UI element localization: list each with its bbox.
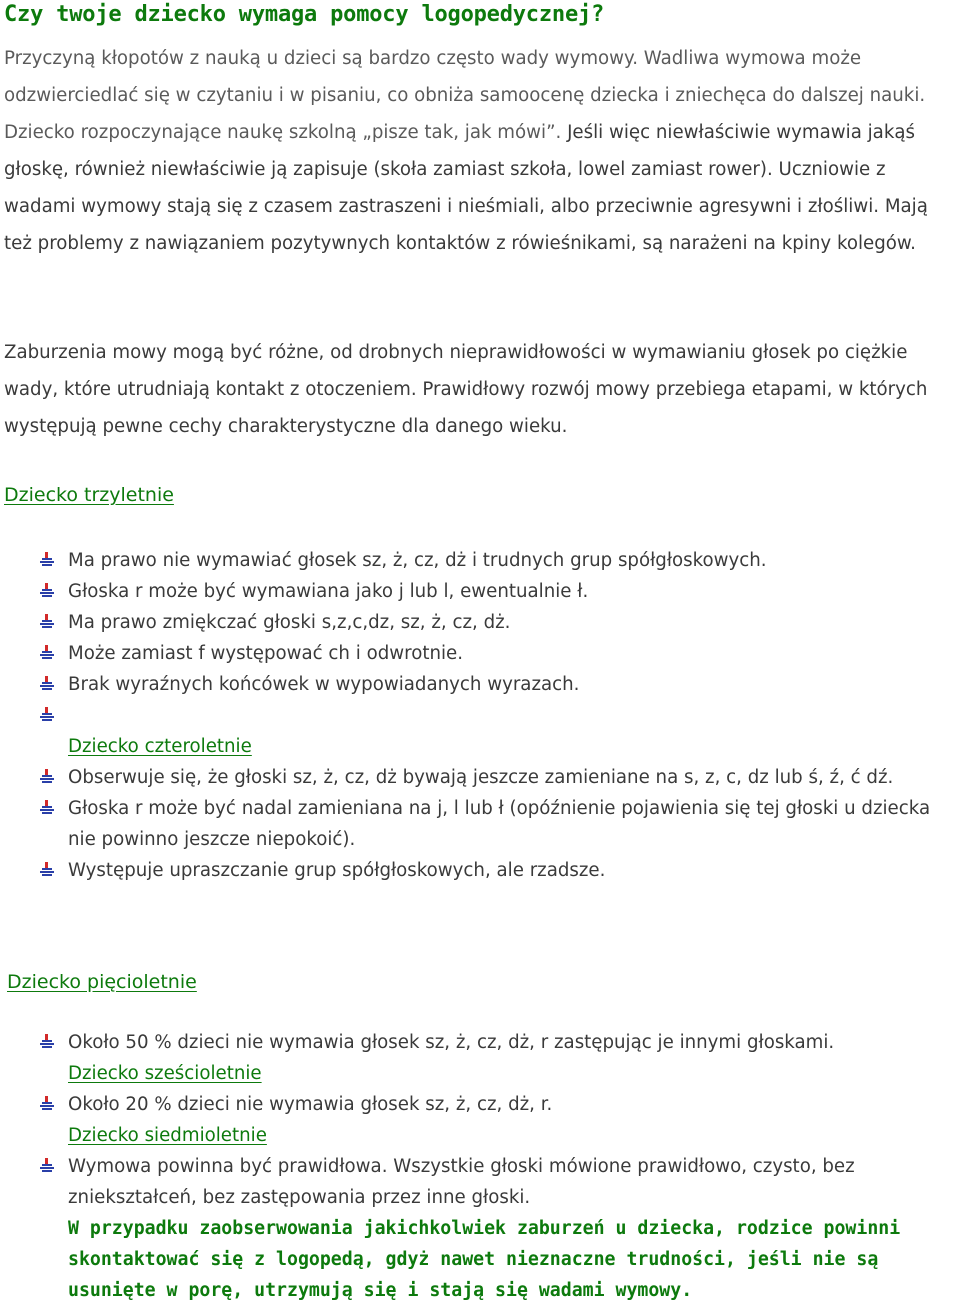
bullet-icon — [40, 583, 54, 599]
subsection-heading — [40, 1120, 958, 1151]
bullet-icon — [40, 645, 54, 661]
bullet-icon — [40, 862, 54, 878]
subsection-heading — [40, 731, 958, 762]
bullet-icon — [40, 800, 54, 816]
subsection-heading — [40, 1058, 958, 1089]
item-text: Głoska r może być nadal zamieniana na j, l lub ł (opóźnienie pojawienia się tej głoski u dziecka nie powinno jeszcze niepokoić). — [68, 798, 931, 850]
intro-paragraph — [4, 40, 954, 262]
bullet-icon — [40, 676, 54, 692]
bullet-icon — [40, 707, 54, 723]
list-item — [40, 762, 958, 793]
list-3yo — [40, 545, 958, 886]
intro-sentence: Przyczyną kłopotów z nauką u dzieci są bardzo często wady wymowy. Wadliwa wymowa może odzwierciedlać się w czytaniu i w pisaniu, co obniża samoocenę dziecka i zniechęca do dalszej nauki. Dziecko rozpoczynające naukę szkolną „pisze tak, jak mówi”. — [4, 48, 926, 143]
list-item — [40, 638, 958, 669]
item-text: Obserwuje się, że głoski sz, ż, cz, dż bywają jeszcze zamieniane na s, z, c, dz lub ś, ź, ć dź. — [68, 767, 894, 788]
item-text: Dziecko siedmioletnie — [68, 1125, 267, 1146]
list-item — [40, 793, 958, 855]
list-5yo — [40, 1027, 958, 1306]
item-text: Może zamiast f występować ch i odwrotnie. — [68, 643, 464, 664]
bullet-icon — [40, 1158, 54, 1174]
item-text: Brak wyraźnych końcówek w wypowiadanych wyrazach. — [68, 674, 580, 695]
item-text: Około 50 % dzieci nie wymawia głosek sz, ż, cz, dż, r zastępując je innymi głoskami. — [68, 1032, 835, 1053]
bullet-icon — [40, 1034, 54, 1050]
item-text: W przypadku zaobserwowania jakichkolwiek zaburzeń u dziecka, rodzice powinni skontaktować się z logopedą, gdyż nawet nieznaczne trudności, jeśli nie są usunięte w porę, utrzymują się i stają się wadami wymowy. — [68, 1218, 901, 1301]
item-text: Wymowa powinna być prawidłowa. Wszystkie głoski mówione prawidłowo, czysto, bez zniekształceń, bez zastępowania przez inne głoski. — [68, 1156, 855, 1208]
intro-sentence: Jeśli więc niewłaściwie wymawia jakąś głoskę, również niewłaściwie ją zapisuje (skoła zamiast szkoła, lowel zamiast rower). — [4, 122, 915, 180]
item-text: Głoska r może być wymawiana jako j lub l, ewentualnie ł. — [68, 581, 589, 602]
intro-sentence: Mają też problemy z nawiązaniem pozytywnych kontaktów z rówieśnikami, są narażeni na kpiny kolegów. — [4, 196, 928, 254]
heading-3yo: Dziecko trzyletnie — [4, 484, 174, 506]
list-item — [40, 700, 958, 731]
page-title: Czy twoje dziecko wymaga pomocy logopedycznej? — [4, 2, 605, 27]
list-item — [40, 1027, 958, 1058]
development-paragraph — [4, 334, 954, 445]
item-text: Dziecko sześcioletnie — [68, 1063, 262, 1084]
list-item — [40, 1089, 958, 1120]
item-text: Występuje upraszczanie grup spółgłoskowych, ale rzadsze. — [68, 860, 606, 881]
bullet-icon — [40, 552, 54, 568]
list-item — [40, 1151, 958, 1213]
list-item — [40, 855, 958, 886]
bullet-icon — [40, 1096, 54, 1112]
list-item — [40, 576, 958, 607]
list-item — [40, 669, 958, 700]
item-text — [68, 705, 74, 726]
item-text: Ma prawo nie wymawiać głosek sz, ż, cz, dż i trudnych grup spółgłoskowych. — [68, 550, 767, 571]
advice-text — [40, 1213, 958, 1306]
development-sentence: Zaburzenia mowy mogą być różne, od drobnych nieprawidłowości w wymawianiu głosek po ciężkie wady, które utrudniają kontakt z otoczeniem. — [4, 342, 908, 400]
item-text: Ma prawo zmiękczać głoski s,z,c,dz, sz, ż, cz, dż. — [68, 612, 511, 633]
item-text: Około 20 % dzieci nie wymawia głosek sz, ż, cz, dż, r. — [68, 1094, 553, 1115]
bullet-icon — [40, 614, 54, 630]
item-text: Dziecko czteroletnie — [68, 736, 252, 757]
bullet-icon — [40, 769, 54, 785]
list-item — [40, 545, 958, 576]
list-item — [40, 607, 958, 638]
intro-sentence: Uczniowie z wadami wymowy stają się z czasem zastraszeni i nieśmiali, albo przeciwnie agresywni i złośliwi. — [4, 159, 886, 217]
heading-5yo: Dziecko pięcioletnie — [7, 971, 197, 993]
development-sentence: Prawidłowy rozwój mowy przebiega etapami, w których występują pewne cechy charakterystyczne dla danego wieku. — [4, 379, 928, 437]
